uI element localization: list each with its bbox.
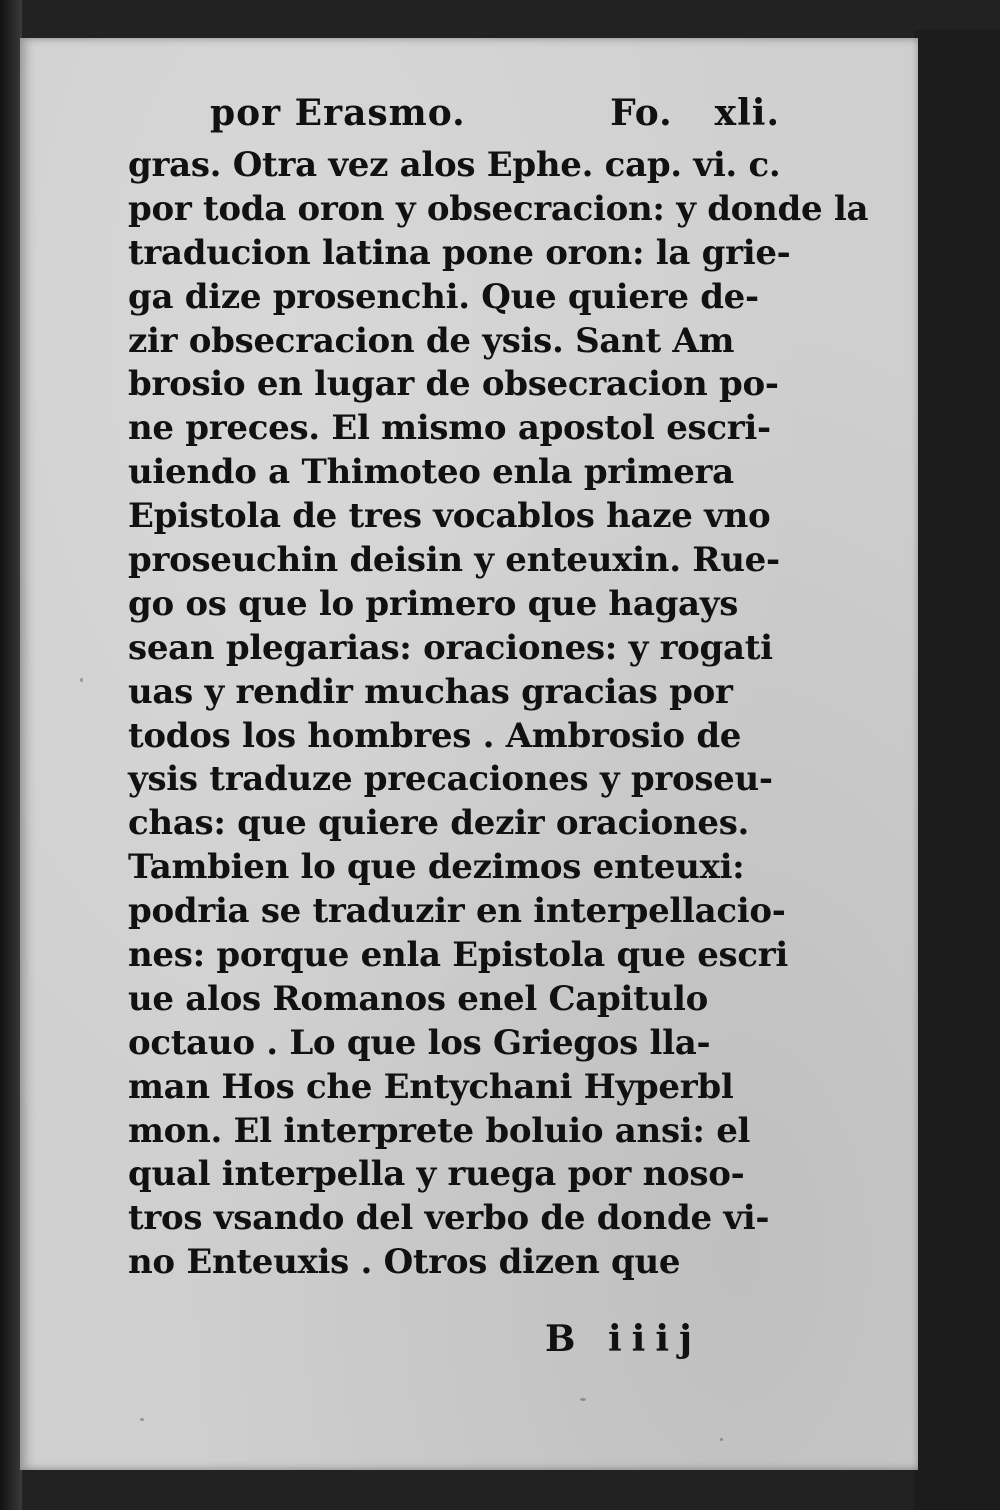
text-line: tros vsando del verbo de donde vi-: [128, 1198, 770, 1239]
body-text: [128, 144, 869, 1285]
text-line: zir obsecracion de ysis. Sant Am: [128, 320, 735, 361]
text-line: man Hos che Entychani Hyperbl: [128, 1066, 734, 1107]
text-line: ga dize prosenchi. Que quiere de-: [128, 276, 759, 317]
paper-speck: [140, 1418, 144, 1421]
binding-edge: [0, 0, 22, 1510]
text-line: podria se traduzir en interpellacio-: [128, 891, 786, 932]
paper-speck: [720, 1438, 723, 1441]
text-line: nes: porque enla Epistola que escri: [128, 935, 789, 976]
text-line: uas y rendir muchas gracias por: [128, 671, 733, 712]
text-line: no Enteuxis . Otros dizen que: [128, 1242, 681, 1283]
folio: [610, 92, 780, 134]
paper-speck: [580, 1398, 586, 1401]
text-line: traducion latina pone oron: la grie-: [128, 232, 791, 273]
text-line: mon. El interprete boluio ansi: el: [128, 1110, 751, 1151]
text-line: uiendo a Thimoteo enla primera: [128, 452, 734, 493]
text-line: sean plegarias: oraciones: y rogati: [128, 627, 773, 668]
paper-speck: [80, 678, 83, 682]
text-block: [128, 92, 869, 1285]
text-line: por toda oron y obsecracion: y donde la: [128, 188, 869, 229]
text-line: brosio en lugar de obsecracion po-: [128, 364, 779, 405]
page-right-margin: [914, 30, 1000, 1510]
text-line: todos los hombres . Ambrosio de: [128, 715, 742, 756]
text-line: ne preces. El mismo apostol escri-: [128, 408, 771, 449]
folio-label: Fo.: [610, 92, 673, 134]
running-header: [128, 92, 788, 144]
folio-number: xli.: [714, 92, 780, 134]
running-title: por Erasmo.: [210, 92, 466, 134]
text-line: ysis traduze precaciones y proseu-: [128, 759, 773, 800]
signature-mark: B iiij: [545, 1318, 703, 1360]
text-line: proseuchin deisin y enteuxin. Rue-: [128, 540, 780, 581]
text-line: go os que lo primero que hagays: [128, 583, 739, 624]
text-line: Epistola de tres vocablos haze vno: [128, 496, 771, 537]
text-line: gras. Otra vez alos Ephe. cap. vi. c.: [128, 145, 781, 185]
text-line: chas: que quiere dezir oraciones.: [128, 803, 750, 844]
text-line: ue alos Romanos enel Capitulo: [128, 978, 708, 1019]
text-line: octauo . Lo que los Griegos lla-: [128, 1022, 711, 1063]
text-line: qual interpella y ruega por noso-: [128, 1154, 745, 1195]
text-line: Tambien lo que dezimos enteuxi:: [128, 847, 745, 888]
